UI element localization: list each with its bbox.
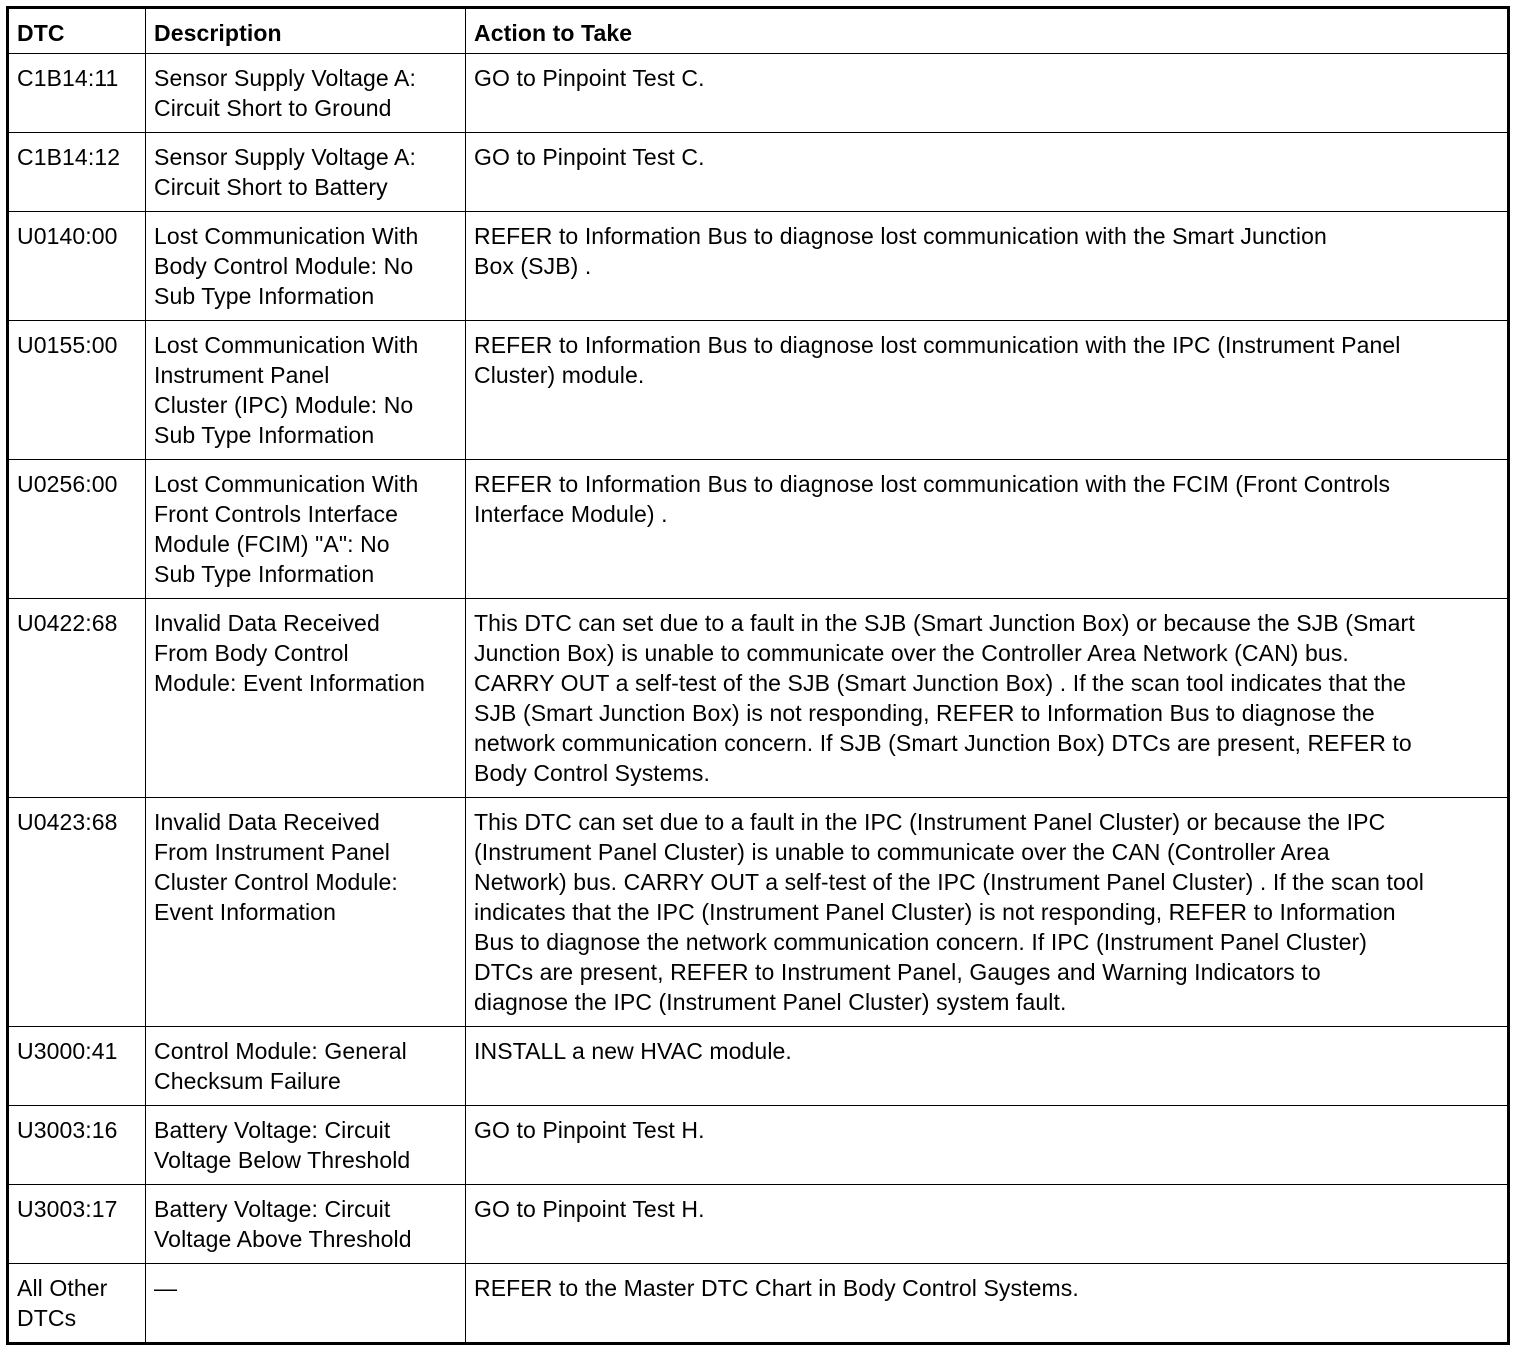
- table-row: [8, 321, 1509, 460]
- table-row: [8, 54, 1509, 133]
- table-row: [8, 133, 1509, 212]
- table-row: [8, 599, 1509, 798]
- dtc-action: REFER to Information Bus to diagnose lost communication with the IPC (Instrument Panel Cluster) module.: [466, 321, 1509, 460]
- dtc-action: REFER to Information Bus to diagnose lost communication with the Smart Junction Box (SJB) .: [466, 212, 1509, 321]
- dtc-code: U3000:41: [8, 1027, 146, 1106]
- dtc-code: U0256:00: [8, 460, 146, 599]
- dtc-code: U3003:16: [8, 1106, 146, 1185]
- dtc-action: GO to Pinpoint Test C.: [466, 54, 1509, 133]
- table-row: [8, 1264, 1509, 1344]
- dtc-action: REFER to Information Bus to diagnose lost communication with the FCIM (Front Controls Interface Module) .: [466, 460, 1509, 599]
- dtc-description: Battery Voltage: Circuit Voltage Above Threshold: [146, 1185, 466, 1264]
- table-row: [8, 1185, 1509, 1264]
- header-description: Description: [146, 8, 466, 54]
- table-row: [8, 1106, 1509, 1185]
- dtc-code: C1B14:11: [8, 54, 146, 133]
- dtc-code: U0423:68: [8, 798, 146, 1027]
- dtc-code: U0140:00: [8, 212, 146, 321]
- header-dtc: DTC: [8, 8, 146, 54]
- dtc-code: U0422:68: [8, 599, 146, 798]
- table-header-row: [8, 8, 1509, 54]
- dtc-action: This DTC can set due to a fault in the SJB (Smart Junction Box) or because the SJB (Smart Junction Box) is unable to communicate over the Controller Area Network (CAN) bus. CARRY OUT a self-test of the SJB (Smart Junction Box) . If the scan tool indicates that the SJB (Smart Junction Box) is not responding, REFER to Information Bus to diagnose the network communication concern. If SJB (Smart Junction Box) DTCs are present, REFER to Body Control Systems.: [466, 599, 1509, 798]
- dtc-description: Invalid Data Received From Instrument Panel Cluster Control Module: Event Information: [146, 798, 466, 1027]
- table-row: [8, 1027, 1509, 1106]
- dtc-action: GO to Pinpoint Test H.: [466, 1106, 1509, 1185]
- dtc-action: GO to Pinpoint Test H.: [466, 1185, 1509, 1264]
- table-row: [8, 212, 1509, 321]
- dtc-action: REFER to the Master DTC Chart in Body Control Systems.: [466, 1264, 1509, 1344]
- dtc-action: GO to Pinpoint Test C.: [466, 133, 1509, 212]
- dtc-code: U0155:00: [8, 321, 146, 460]
- dtc-description: Control Module: General Checksum Failure: [146, 1027, 466, 1106]
- table-row: [8, 798, 1509, 1027]
- dtc-description: Lost Communication With Body Control Module: No Sub Type Information: [146, 212, 466, 321]
- dtc-description: —: [146, 1264, 466, 1344]
- table-row: [8, 460, 1509, 599]
- header-action: Action to Take: [466, 8, 1509, 54]
- dtc-code: C1B14:12: [8, 133, 146, 212]
- dtc-description: Lost Communication With Instrument Panel Cluster (IPC) Module: No Sub Type Information: [146, 321, 466, 460]
- dtc-description: Invalid Data Received From Body Control Module: Event Information: [146, 599, 466, 798]
- dtc-action: This DTC can set due to a fault in the IPC (Instrument Panel Cluster) or because the IPC (Instrument Panel Cluster) is unable to communicate over the CAN (Controller Area Network) bus. CARRY OUT a self-test of the IPC (Instrument Panel Cluster) . If the scan tool indicates that the IPC (Instrument Panel Cluster) is not responding, REFER to Information Bus to diagnose the network communication concern. If IPC (Instrument Panel Cluster) DTCs are present, REFER to Instrument Panel, Gauges and Warning Indicators to diagnose the IPC (Instrument Panel Cluster) system fault.: [466, 798, 1509, 1027]
- dtc-code: U3003:17: [8, 1185, 146, 1264]
- dtc-description: Sensor Supply Voltage A: Circuit Short to Ground: [146, 54, 466, 133]
- dtc-code: All Other DTCs: [8, 1264, 146, 1344]
- dtc-description: Lost Communication With Front Controls Interface Module (FCIM) "A": No Sub Type Information: [146, 460, 466, 599]
- dtc-table: [6, 6, 1510, 1345]
- dtc-description: Battery Voltage: Circuit Voltage Below Threshold: [146, 1106, 466, 1185]
- dtc-description: Sensor Supply Voltage A: Circuit Short to Battery: [146, 133, 466, 212]
- dtc-action: INSTALL a new HVAC module.: [466, 1027, 1509, 1106]
